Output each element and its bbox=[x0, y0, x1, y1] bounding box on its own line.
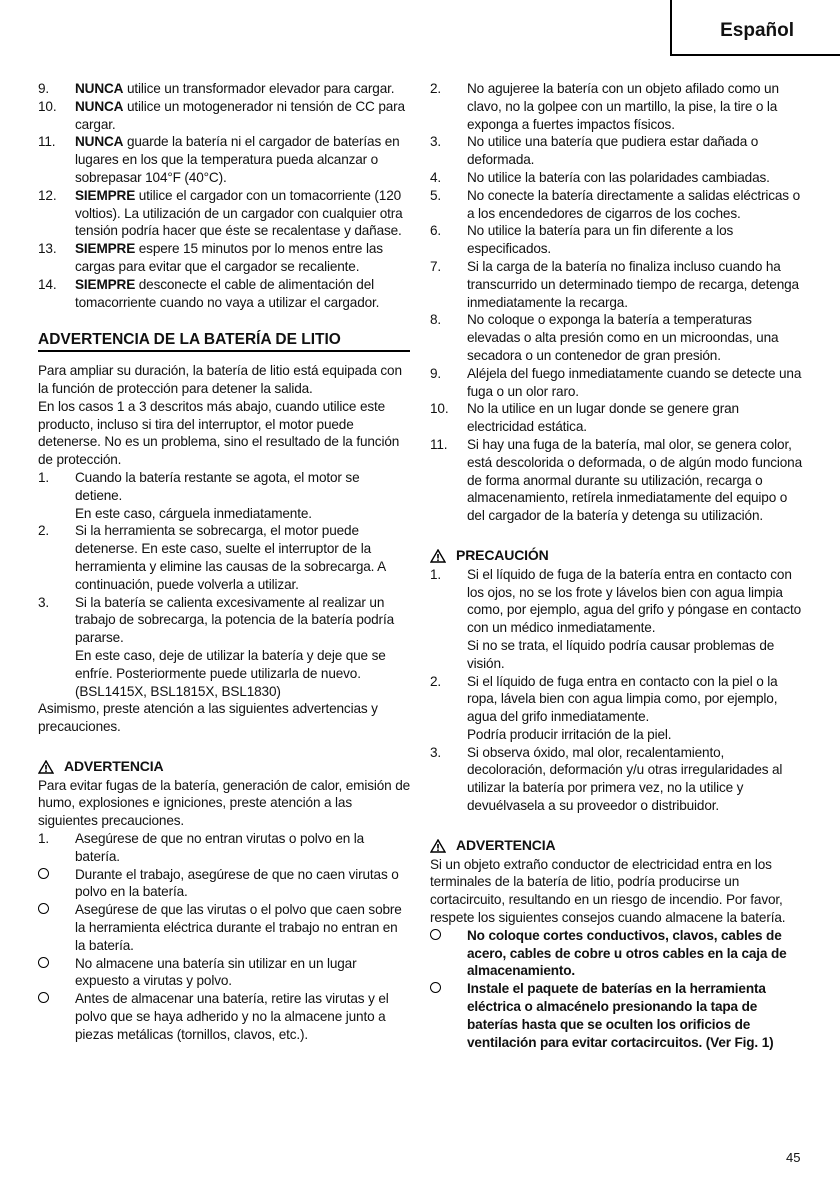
list-item: 13. SIEMPRE espere 15 minutos por lo menos entre las cargas para evitar que el cargador se recaliente. bbox=[38, 241, 383, 274]
warning-triangle-icon bbox=[430, 549, 446, 563]
list-item: 3. Si observa óxido, mal olor, recalentamiento, decoloración, deformación y/u otras irregularidades al utilizar la batería por primera vez, no la utilice y devuélvasela a su proveedor o distribuidor. bbox=[430, 744, 783, 814]
list-item: 9. Aléjela del fuego inmediatamente cuando se detecte una fuga o un olor raro. bbox=[430, 365, 802, 399]
list-item: No almacene una batería sin utilizar en un lugar expuesto a virutas y polvo. bbox=[38, 955, 410, 991]
list-item: Antes de almacenar una batería, retire las virutas y el polvo que se haya adherido y no la almacene junto a piezas metálicas (tornillos, clavos, etc.). bbox=[38, 990, 410, 1043]
list-item: 5. No conecte la batería directamente a salidas eléctricas o a los encendedores de cigarros de los coches. bbox=[430, 187, 800, 221]
list-item: 12. SIEMPRE utilice el cargador con un tomacorriente (120 voltios). La utilización de un cargador con cualquier otra tensión podría hacer que éste se recalentase y dañase. bbox=[38, 187, 403, 239]
right-column bbox=[430, 80, 802, 1051]
list-item: 7. Si la carga de la batería no finaliza incluso cuando ha transcurrido un determinado tiempo de recarga, detenga inmediatamente la recarga. bbox=[430, 258, 799, 310]
list-item: 3. Si la batería se calienta excesivamente al realizar un trabajo de sobrecarga, la potencia de la batería podría pararse. En este caso, deje de utilizar la batería y deje que se enfríe. Posteriormente puede utilizarla de nuevo. (BSL1415X, BSL1815X, BSL1830) bbox=[38, 594, 394, 699]
warning-triangle-icon bbox=[38, 760, 54, 774]
language-tab bbox=[670, 0, 840, 56]
bullet-circle-icon bbox=[38, 868, 49, 879]
list-item: 3. No utilice una batería que pudiera estar dañada o deformada. bbox=[430, 134, 759, 168]
list-item: 2. Si el líquido de fuga entra en contacto con la piel o la ropa, lávela bien con agua limpia como, por ejemplo, agua del grifo inmediatamente. Podría producir irritación de la piel. bbox=[430, 673, 778, 742]
bullet-circle-icon bbox=[38, 992, 49, 1003]
list-item: 4. No utilice la batería con las polaridades cambiadas. bbox=[430, 169, 770, 185]
list-item: 14. SIEMPRE desconecte el cable de alimentación del tomacorriente cuando no vaya a utilizar el cargador. bbox=[38, 276, 380, 310]
list-item: 6. No utilice la batería para un fin diferente a los especificados. bbox=[430, 223, 734, 257]
list-item: 10. No la utilice en un lugar donde se genere gran electricidad estática. bbox=[430, 401, 739, 435]
bullet-circle-icon bbox=[38, 957, 49, 968]
list-item: 11. NUNCA guarde la batería ni el cargador de baterías en lugares en los que la temperatura pueda alcanzar o sobrepasar 104°F (40°C). bbox=[38, 134, 400, 185]
bullet-circle-icon bbox=[38, 903, 49, 914]
left-column bbox=[38, 80, 410, 1044]
outro-paragraph: Asimismo, preste atención a las siguientes advertencias y precauciones. bbox=[38, 701, 378, 735]
list-item: 9. NUNCA utilice un transformador elevador para cargar. bbox=[38, 81, 395, 96]
bullet-circle-icon bbox=[430, 929, 441, 940]
page-number: 45 bbox=[786, 1150, 801, 1165]
list-item: 1. Cuando la batería restante se agota, el motor se detiene. En este caso, cárguela inmediatamente. bbox=[38, 469, 360, 521]
list-item: 1. Asegúrese de que no entran virutas o polvo en la batería. bbox=[38, 831, 365, 864]
list-item: 8. No coloque o exponga la batería a temperaturas elevadas o alta presión como en un microondas, una secadora o un contenedor de gran presión. bbox=[430, 312, 779, 363]
warning-intro: Para evitar fugas de la batería, generación de calor, emisión de humo, explosiones e igniciones, preste atención a las siguientes precauciones. bbox=[38, 777, 411, 829]
list-item: 11. Si hay una fuga de la batería, mal olor, se genera color, está descolorida o deformada, o de algún modo funciona de forma anormal durante su utilización, recarga o almacenamiento, retírela inmediatamente del equipo o del cargador de la batería y detenga su utilización. bbox=[430, 436, 802, 524]
list-item: 1. Si el líquido de fuga de la batería entra en contacto con los ojos, no se los frote y lávelos bien con agua limpia como, por ejemplo, agua del grifo y póngase en contacto con un médico inmediatamente. Si no se trata, el líquido podría causar problemas de visión. bbox=[430, 566, 802, 671]
list-item: Durante el trabajo, asegúrese de que no caen virutas o polvo en la batería. bbox=[38, 866, 410, 902]
bullet-circle-icon bbox=[430, 982, 441, 993]
list-item: No coloque cortes conductivos, clavos, cables de acero, cables de cobre u otros cables en la caja de almacenamiento. bbox=[430, 927, 802, 980]
language-label: Español bbox=[720, 20, 794, 41]
list-item: Instale el paquete de baterías en la herramienta eléctrica o almacénelo presionando la tapa de baterías hasta que se oculten los orificios de ventilación para evitar cortacircuitos. (Ver Fig. 1) bbox=[430, 980, 802, 1051]
intro-paragraph: Para ampliar su duración, la batería de litio está equipada con la función de protección para detener la salida. bbox=[38, 363, 402, 396]
list-item: 2. Si la herramienta se sobrecarga, el motor puede detenerse. En este caso, suelte el interruptor de la herramienta y elimine las causas de la sobrecarga. A continuación, puede volverla a utilizar. bbox=[38, 523, 386, 592]
section-title: ADVERTENCIA DE LA BATERÍA DE LITIO bbox=[38, 331, 410, 352]
warning-intro: Si un objeto extraño conductor de electricidad entra en los terminales de la batería de litio, podría producirse un cortacircuito, resultando en un riesgo de incendio. Por favor, respete los siguientes consejos cuando almacene la batería. bbox=[430, 856, 786, 926]
list-item: 10. NUNCA utilice un motogenerador ni tensión de CC para cargar. bbox=[38, 98, 405, 132]
warning-heading: ADVERTENCIA bbox=[38, 758, 410, 776]
warning-heading: ADVERTENCIA bbox=[430, 837, 802, 855]
intro-paragraph: En los casos 1 a 3 descritos más abajo, cuando utilice este producto, incluso si tira del interruptor, el motor puede detenerse. No es un problema, sino el resultado de la función de protección. bbox=[38, 398, 400, 468]
list-item: Asegúrese de que las virutas o el polvo que caen sobre la herramienta eléctrica durante el trabajo no entran en la batería. bbox=[38, 901, 410, 954]
warning-triangle-icon bbox=[430, 839, 446, 853]
list-item: 2. No agujeree la batería con un objeto afilado como un clavo, no la golpee con un martillo, la pise, la tire o la exponga a fuertes impactos físicos. bbox=[430, 81, 779, 132]
caution-heading: PRECAUCIÓN bbox=[430, 547, 802, 565]
